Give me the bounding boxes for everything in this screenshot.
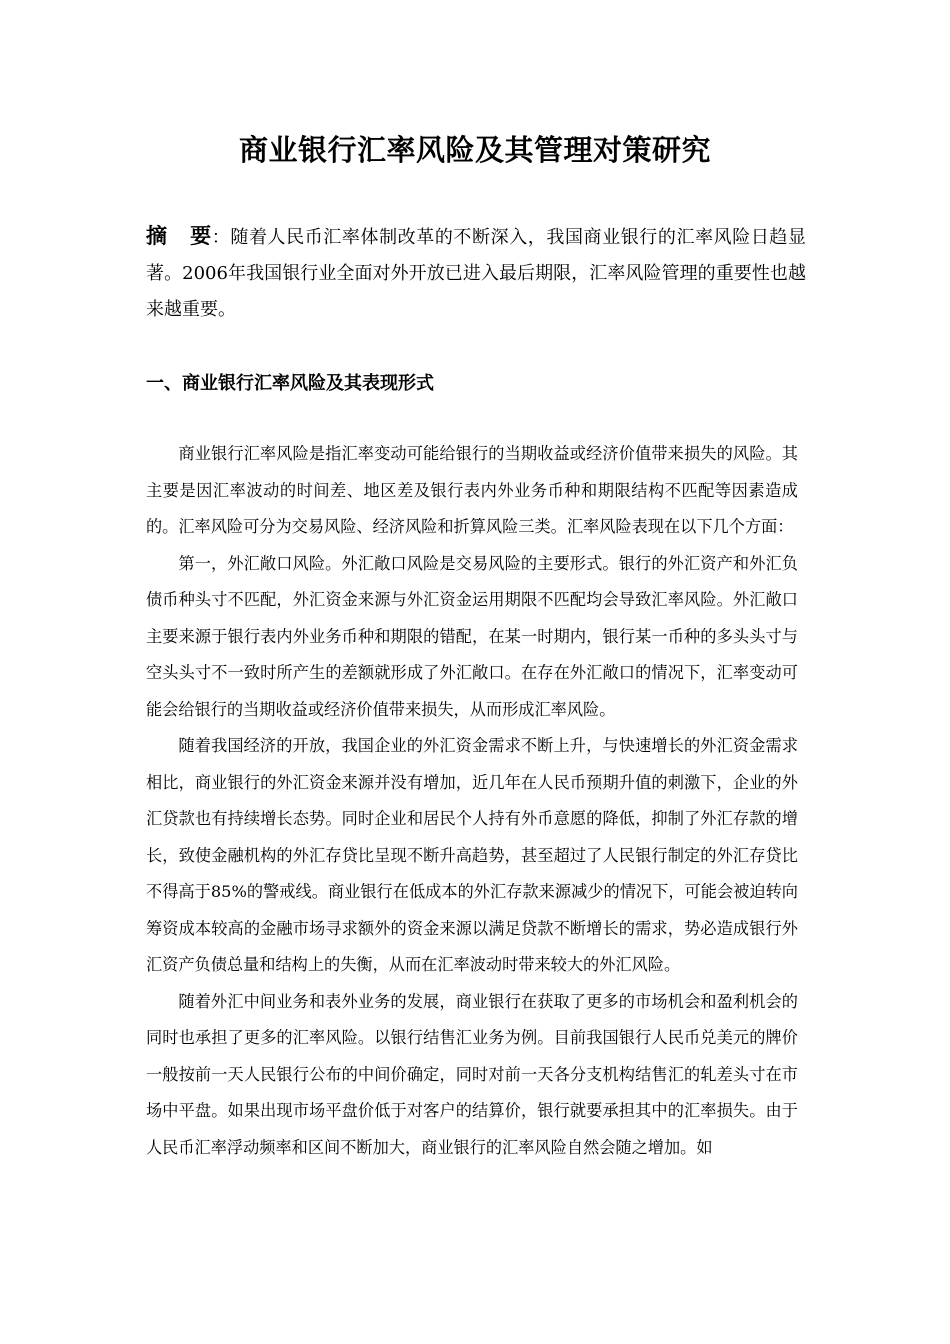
abstract-text: ：随着人民币汇率体制改革的不断深入，我国商业银行的汇率风险日趋显著。2006年我国银行业全面对外开放已进入最后期限，汇率风险管理的重要性也越来越重要。 bbox=[146, 227, 807, 320]
body-paragraph-3: 随着我国经济的开放，我国企业的外汇资金需求不断上升，与快速增长的外汇资金需求相比，商业银行的外汇资金来源并没有增加，近几年在人民币预期升值的刺激下，企业的外汇贷款也有持续增长态势。同时企业和居民个人持有外币意愿的降低，抑制了外汇存款的增长，致使金融机构的外汇存贷比呈现不断升高趋势，甚至超过了人民银行制定的外汇存贷比不得高于85%的警戒线。商业银行在低成本的外汇存款来源减少的情况下，可能会被迫转向筹资成本较高的金融市场寻求额外的资金来源以满足贷款不断增长的需求，势必造成银行外汇资产负债总量和结构上的失衡，从而在汇率波动时带来较大的外汇风险。 bbox=[146, 736, 798, 974]
abstract-label-char-1: 摘 bbox=[146, 223, 168, 248]
abstract-label bbox=[146, 223, 212, 248]
body-paragraph-4: 随着外汇中间业务和表外业务的发展，商业银行在获取了更多的市场机会和盈利机会的同时也承担了更多的汇率风险。以银行结售汇业务为例。目前我国银行人民币兑美元的牌价一般按前一天人民银行公布的中间价确定，同时对前一天各分支机构结售汇的轧差头寸在市场中平盘。如果出现市场平盘价低于对客户的结算价，银行就要承担其中的汇率损失。由于人民币汇率浮动频率和区间不断加大，商业银行的汇率风险自然会随之增加。如 bbox=[146, 991, 798, 1157]
abstract-label-char-2: 要 bbox=[189, 223, 212, 248]
section-body bbox=[146, 436, 798, 1166]
abstract bbox=[146, 218, 806, 328]
body-paragraph-2: 第一，外汇敞口风险。外汇敞口风险是交易风险的主要形式。银行的外汇资产和外汇负债币种头寸不匹配，外汇资金来源与外汇资金运用期限不匹配均会导致汇率风险。外汇敞口主要来源于银行表内外业务币种和期限的错配，在某一时期内，银行某一币种的多头头寸与空头头寸不一致时所产生的差额就形成了外汇敞口。在存在外汇敞口的情况下，汇率变动可能会给银行的当期收益或经济价值带来损失，从而形成汇率风险。 bbox=[146, 553, 798, 719]
body-paragraph-1: 商业银行汇率风险是指汇率变动可能给银行的当期收益或经济价值带来损失的风险。其主要是因汇率波动的时间差、地区差及银行表内外业务币种和期限结构不匹配等因素造成的。汇率风险可分为交易风险、经济风险和折算风险三类。汇率风险表现在以下几个方面： bbox=[146, 444, 798, 536]
section-heading: 一、商业银行汇率风险及其表现形式 bbox=[146, 373, 434, 394]
document-title: 商业银行汇率风险及其管理对策研究 bbox=[238, 133, 711, 167]
